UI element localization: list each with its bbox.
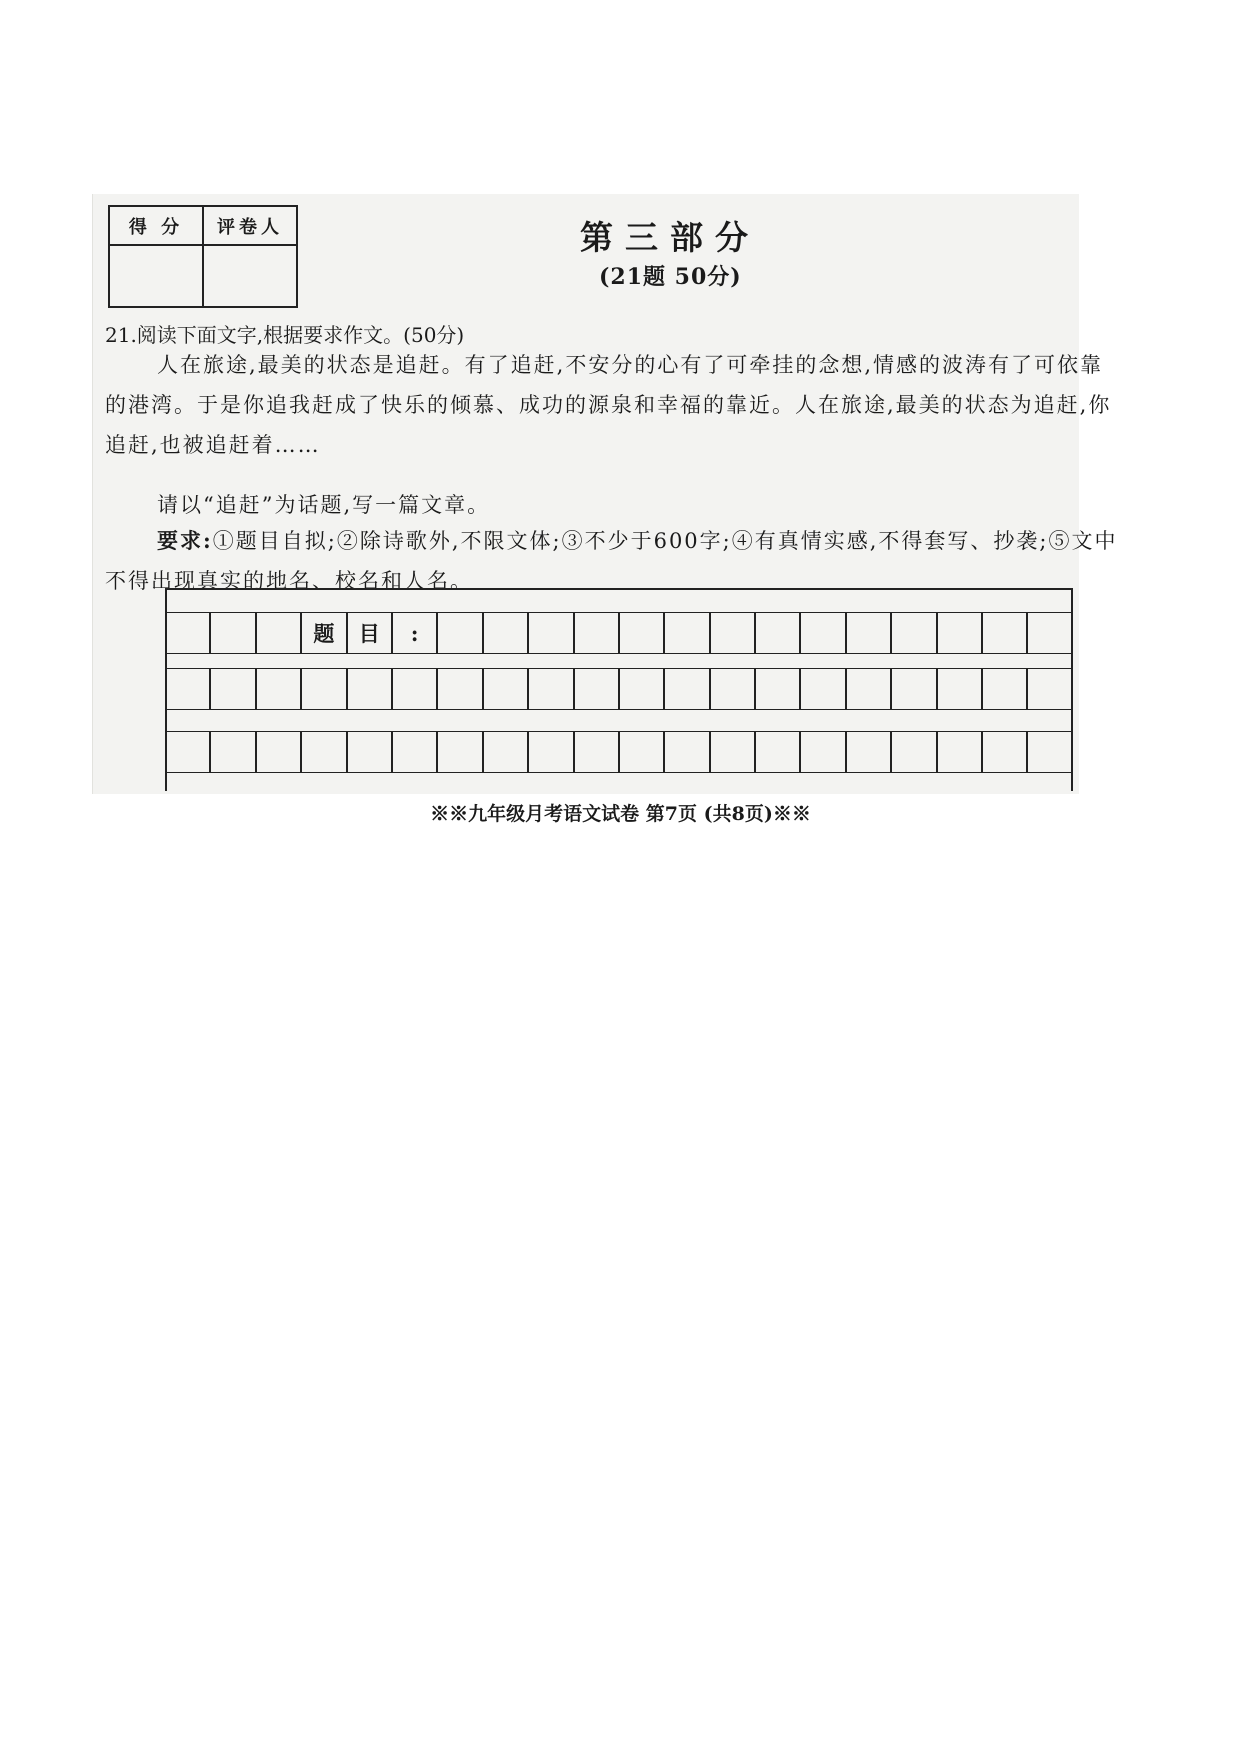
grid-cell[interactable] bbox=[165, 612, 210, 654]
grid-cell[interactable] bbox=[846, 731, 891, 773]
question-passage: 人在旅途,最美的状态是追赶。有了追赶,不安分的心有了可牵挂的念想,情感的波涛有了可依靠的港湾。于是你追我赶成了快乐的倾慕、成功的源泉和幸福的靠近。人在旅途,最美的状态为追赶,你追赶,也被追赶着…… bbox=[105, 353, 1112, 457]
grid-cell[interactable] bbox=[982, 731, 1027, 773]
grid-cell[interactable] bbox=[891, 731, 936, 773]
requirements-label: 要求: bbox=[157, 528, 213, 553]
grid-cell[interactable] bbox=[256, 612, 301, 654]
grid-cell[interactable] bbox=[301, 731, 346, 773]
grid-row bbox=[165, 731, 1073, 791]
grid-cell[interactable] bbox=[664, 612, 709, 654]
grid-cell[interactable] bbox=[347, 731, 392, 773]
grid-cell[interactable] bbox=[210, 668, 255, 710]
grid-cell[interactable] bbox=[165, 668, 210, 710]
grid-cell[interactable] bbox=[528, 731, 573, 773]
grid-cell[interactable] bbox=[528, 612, 573, 654]
grid-cell[interactable] bbox=[937, 731, 982, 773]
grid-cell[interactable] bbox=[1027, 731, 1072, 773]
grid-cell[interactable] bbox=[937, 612, 982, 654]
grid-cell[interactable] bbox=[755, 731, 800, 773]
grid-cell[interactable] bbox=[846, 612, 891, 654]
grid-cell[interactable] bbox=[710, 668, 755, 710]
score-cell bbox=[109, 245, 203, 307]
section-title: 第三部分 bbox=[580, 218, 760, 257]
score-label: 得 分 bbox=[109, 206, 203, 245]
grid-title-colon: : bbox=[392, 612, 437, 654]
grid-cell[interactable] bbox=[483, 612, 528, 654]
grid-cell[interactable] bbox=[1027, 668, 1072, 710]
grid-cell[interactable] bbox=[982, 668, 1027, 710]
grid-cell[interactable] bbox=[619, 668, 664, 710]
grid-cell[interactable] bbox=[982, 612, 1027, 654]
section-subtitle: (21题 50分) bbox=[599, 264, 742, 290]
grid-cell[interactable] bbox=[392, 668, 437, 710]
question-heading: 21.阅读下面文字,根据要求作文。(50分) bbox=[105, 323, 465, 347]
grid-cell[interactable] bbox=[619, 731, 664, 773]
question-instruction: 请以“追赶”为话题,写一篇文章。 bbox=[157, 493, 491, 517]
grid-cell[interactable] bbox=[301, 668, 346, 710]
requirements-text: ①题目自拟;②除诗歌外,不限文体;③不少于600字;④有真情实感,不得套写、抄袭;⑤文中不得出现真实的地名、校名和人名。 bbox=[105, 529, 1118, 593]
grid-cell[interactable] bbox=[256, 668, 301, 710]
grid-cell[interactable] bbox=[710, 612, 755, 654]
grid-cell[interactable] bbox=[937, 668, 982, 710]
grader-label: 评卷人 bbox=[203, 206, 297, 245]
grid-cell[interactable] bbox=[619, 612, 664, 654]
grid-title-char-1: 题 bbox=[301, 612, 346, 654]
grid-cell[interactable] bbox=[210, 731, 255, 773]
grid-cell[interactable] bbox=[437, 731, 482, 773]
grid-cell[interactable] bbox=[664, 731, 709, 773]
grid-cell[interactable] bbox=[165, 731, 210, 773]
grid-cell[interactable] bbox=[437, 668, 482, 710]
grid-cell[interactable] bbox=[755, 668, 800, 710]
grid-cell[interactable] bbox=[392, 731, 437, 773]
grid-title-char-2: 目 bbox=[347, 612, 392, 654]
page-footer: ※※九年级月考语文试卷 第7页 (共8页)※※ bbox=[430, 803, 811, 825]
grid-row-title bbox=[165, 612, 1073, 654]
grid-cell[interactable] bbox=[846, 668, 891, 710]
grid-row bbox=[165, 668, 1073, 710]
grid-cell[interactable] bbox=[755, 612, 800, 654]
score-table bbox=[108, 205, 298, 308]
grid-cell[interactable] bbox=[891, 668, 936, 710]
grid-cell[interactable] bbox=[800, 731, 845, 773]
grid-cell[interactable] bbox=[437, 612, 482, 654]
grid-cell[interactable] bbox=[891, 612, 936, 654]
grid-cell[interactable] bbox=[574, 731, 619, 773]
grid-cell[interactable] bbox=[483, 731, 528, 773]
grid-cell[interactable] bbox=[574, 612, 619, 654]
grid-cell[interactable] bbox=[528, 668, 573, 710]
grid-cell[interactable] bbox=[483, 668, 528, 710]
grader-cell bbox=[203, 245, 297, 307]
grid-cell[interactable] bbox=[347, 668, 392, 710]
grid-cell[interactable] bbox=[210, 612, 255, 654]
grid-cell[interactable] bbox=[574, 668, 619, 710]
grid-cell[interactable] bbox=[256, 731, 301, 773]
grid-cell[interactable] bbox=[710, 731, 755, 773]
grid-cell[interactable] bbox=[800, 668, 845, 710]
grid-cell[interactable] bbox=[664, 668, 709, 710]
grid-cell[interactable] bbox=[800, 612, 845, 654]
grid-cell[interactable] bbox=[1027, 612, 1072, 654]
